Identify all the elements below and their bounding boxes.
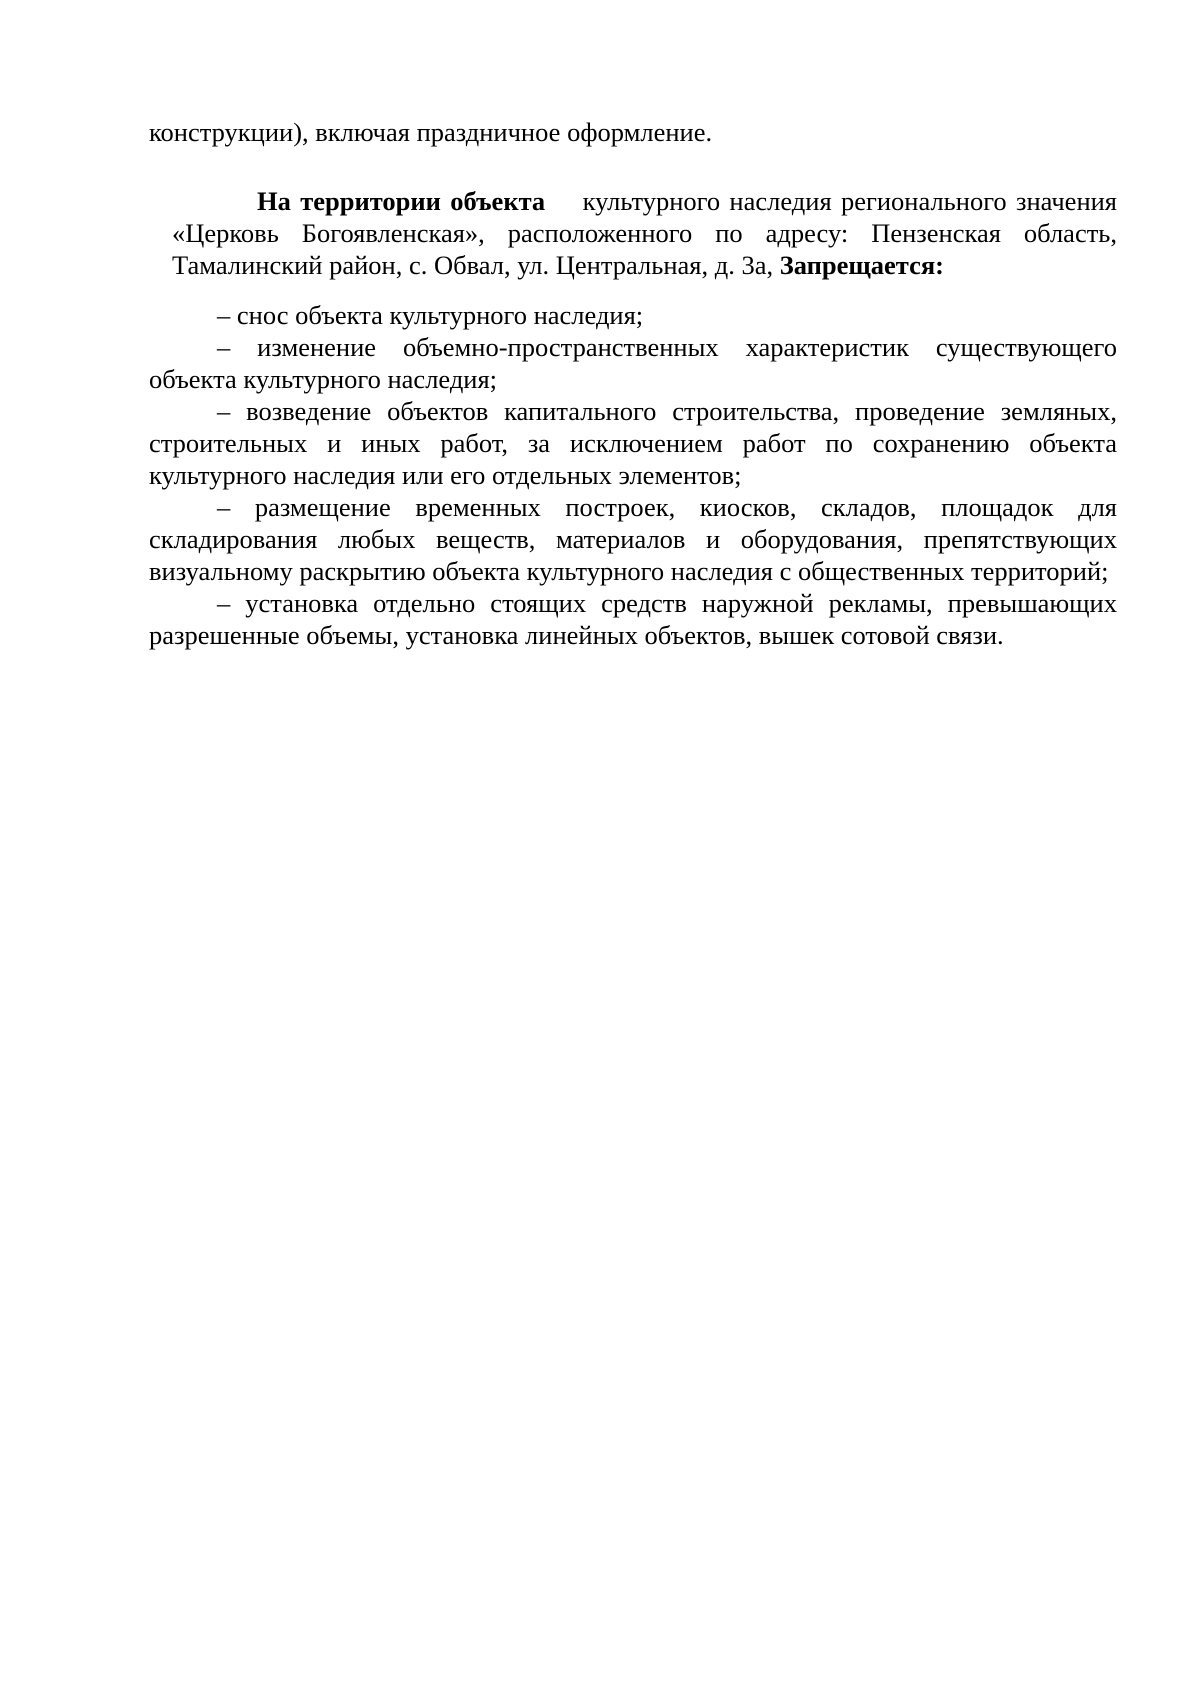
intro-bold-tail: Запрещается: xyxy=(779,250,945,280)
list-item: – снос объекта культурного наследия; xyxy=(217,300,644,330)
list-item: – размещение временных построек, киосков, складов, площадок для складирования любых веществ, материалов и оборудования, препятствующих визуальному раскрытию объекта культурного наследия с общественных территорий; xyxy=(149,492,1117,586)
prohibitions-list xyxy=(149,299,1117,651)
list-item: – изменение объемно-пространственных характеристик существующего объекта культурного наследия; xyxy=(149,332,1117,394)
intro-paragraph xyxy=(172,185,1117,281)
list-item: – возведение объектов капитального строительства, проведение земляных, строительных и иных работ, за исключением работ по сохранению объекта культурного наследия или его отдельных элементов; xyxy=(149,396,1117,490)
intro-bold-lead: На территории объекта xyxy=(257,186,546,216)
intro-text: культурного наследия регионального значения «Церковь Богоявленская», расположенного по адресу: Пензенская область, Тамалинский район, с. Обвал, ул. Центральная, д. 3а, xyxy=(172,186,1118,280)
carry-over-line: конструкции), включая праздничное оформление. xyxy=(149,117,713,147)
list-item: – установка отдельно стоящих средств наружной рекламы, превышающих разрешенные объемы, установка линейных объектов, вышек сотовой связи. xyxy=(149,588,1117,650)
